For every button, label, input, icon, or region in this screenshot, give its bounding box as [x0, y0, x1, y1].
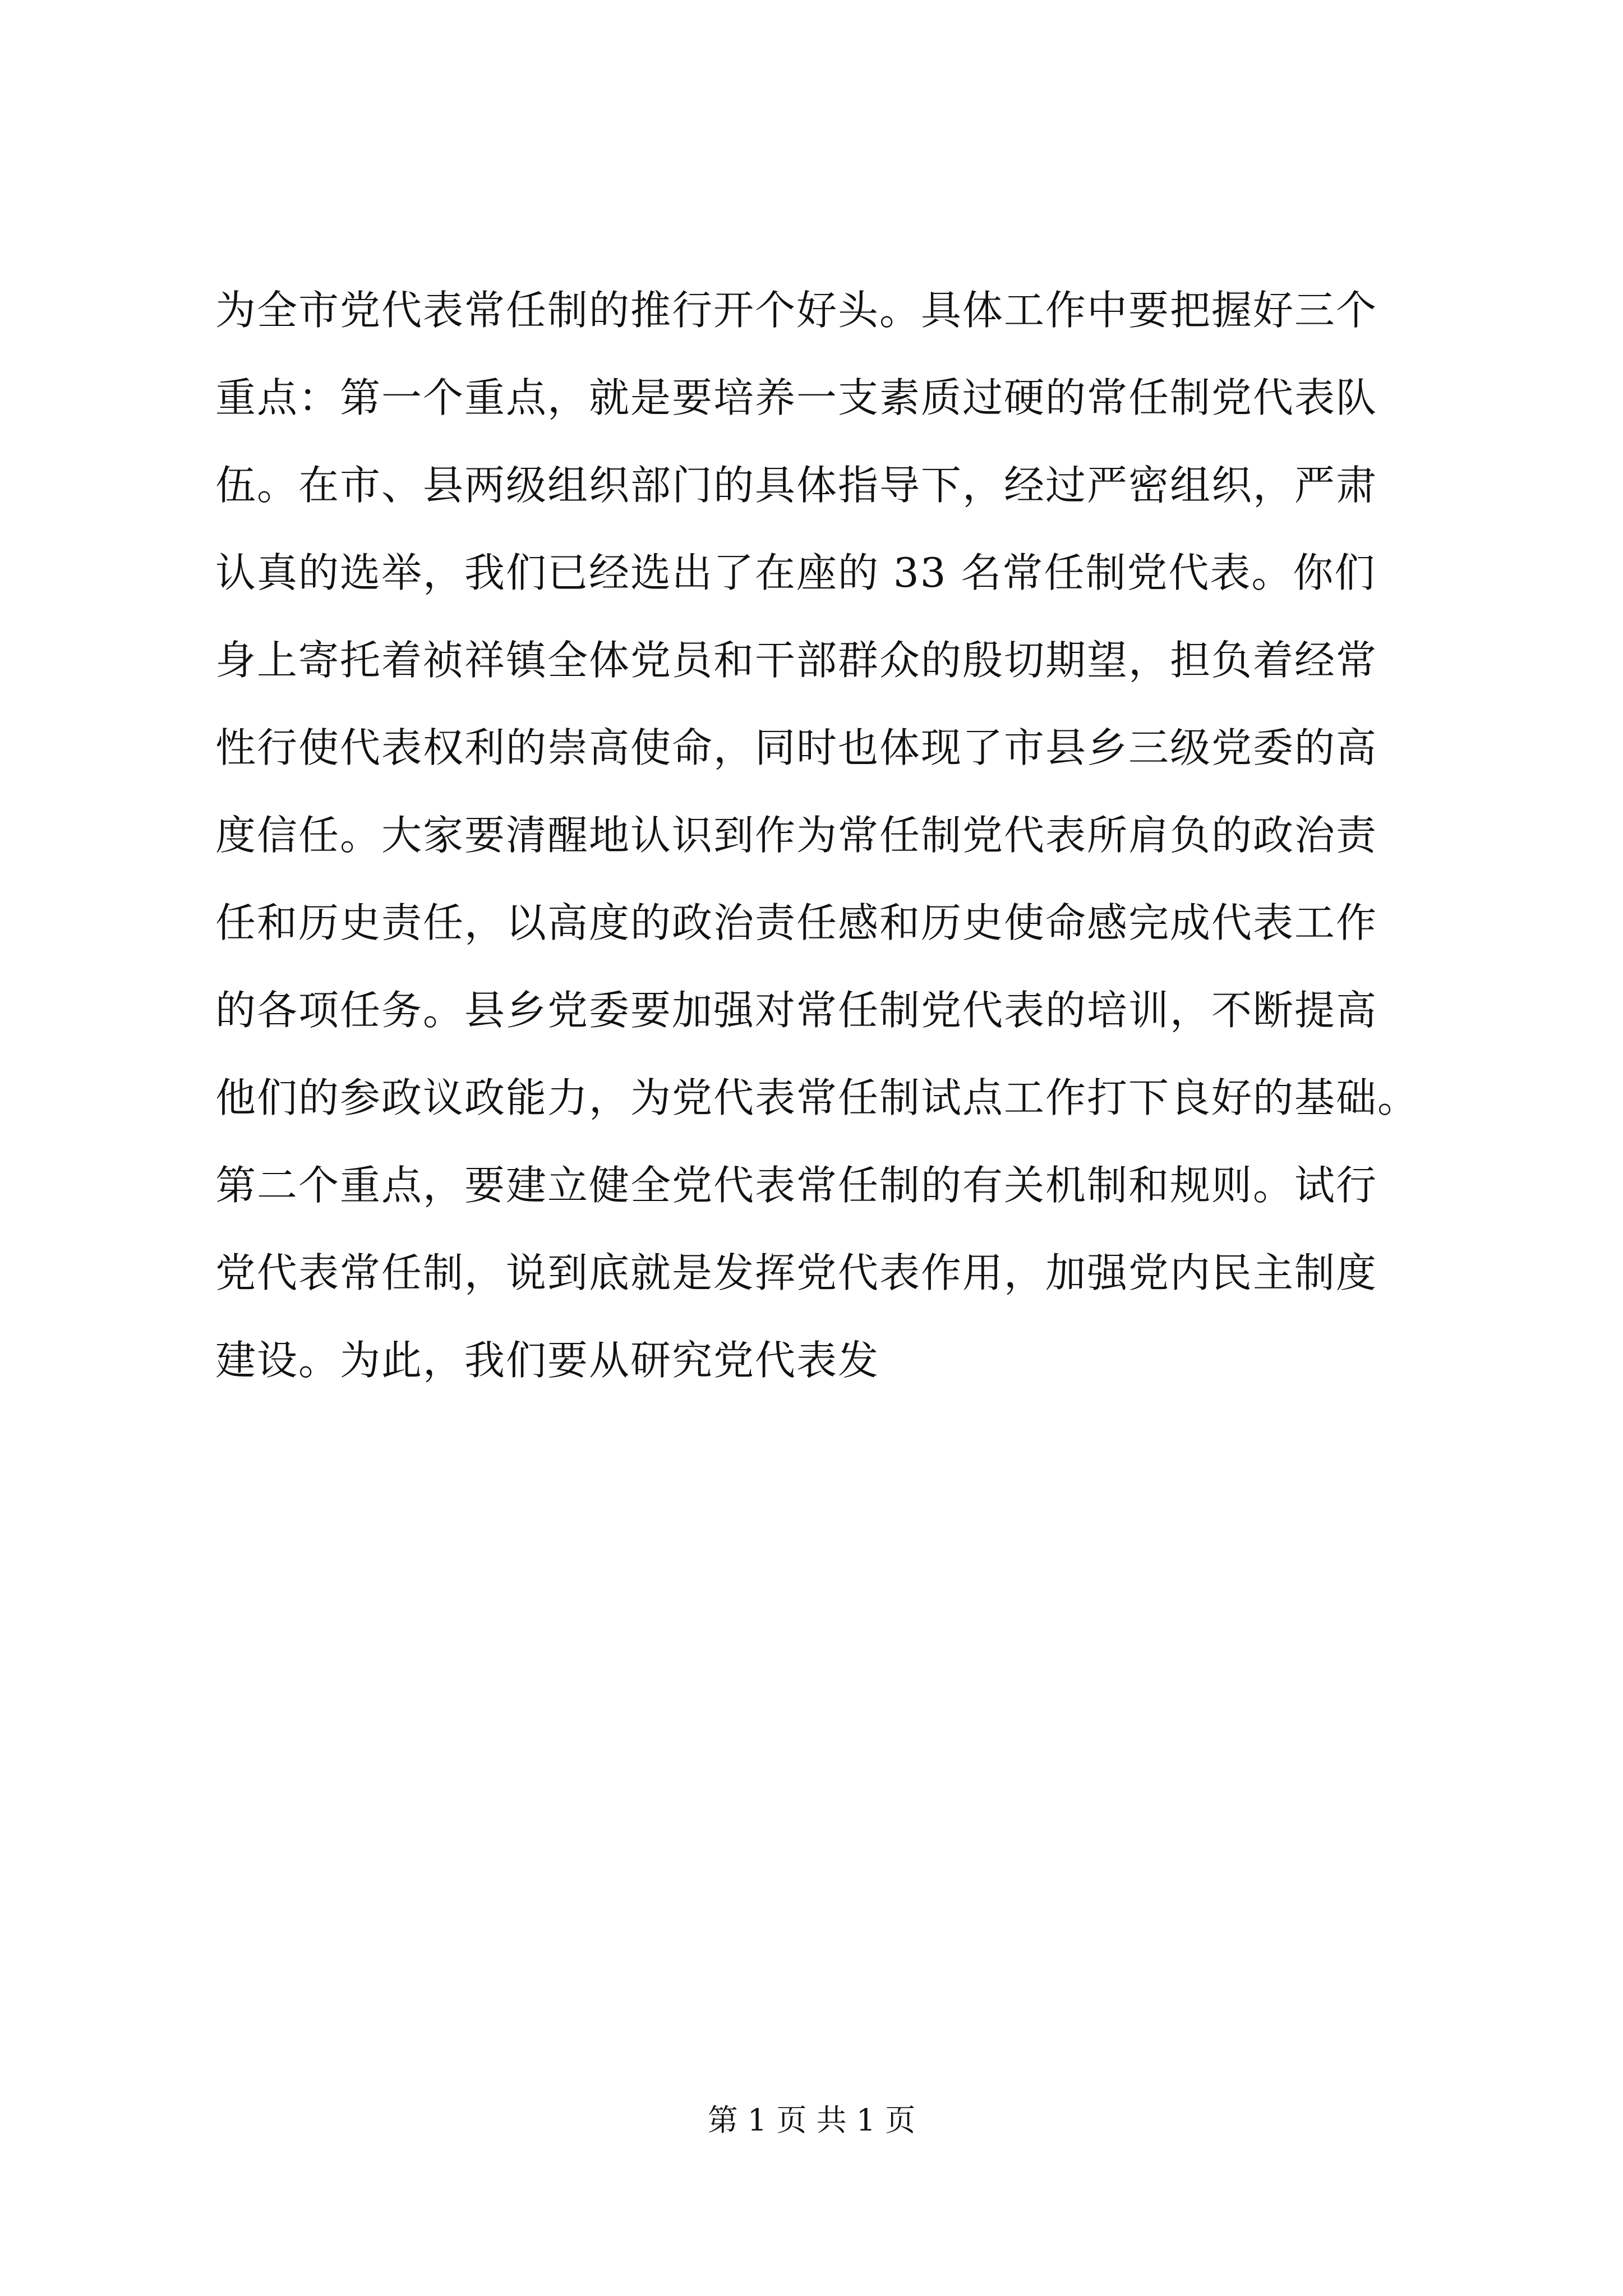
text-line: 为全市党代表常任制的推行开个好头。具体工作中要把握好三个 — [215, 287, 1378, 334]
text-line: 建设。为此，我们要从研究党代表发 — [215, 1337, 880, 1384]
text-line: 重点：第一个重点，就是要培养一支素质过硬的常任制党代表队 — [215, 374, 1378, 421]
text-line: 伍。在市、县两级组织部门的具体指导下，经过严密组织，严肃 — [215, 462, 1378, 509]
body-text — [215, 266, 1419, 1404]
text-line: 党代表常任制，说到底就是发挥党代表作用，加强党内民主制度 — [215, 1249, 1378, 1296]
text-line: 身上寄托着祯祥镇全体党员和干部群众的殷切期望，担负着经常 — [215, 637, 1378, 684]
text-line: 度信任。大家要清醒地认识到作为常任制党代表所肩负的政治责 — [215, 812, 1378, 859]
text-line: 第二个重点，要建立健全党代表常任制的有关机制和规则。试行 — [215, 1162, 1378, 1209]
text-line: 他们的参政议政能力，为党代表常任制试点工作打下良好的基础。 — [215, 1074, 1419, 1121]
page-footer: 第 1 页 共 1 页 — [707, 2102, 916, 2138]
text-line: 认真的选举，我们已经选出了在座的 33 名常任制党代表。你们 — [215, 549, 1376, 596]
text-line: 的各项任务。县乡党委要加强对常任制党代表的培训，不断提高 — [215, 987, 1378, 1034]
text-line: 任和历史责任，以高度的政治责任感和历史使命感完成代表工作 — [215, 899, 1378, 946]
text-line: 性行使代表权利的崇高使命，同时也体现了市县乡三级党委的高 — [215, 724, 1378, 771]
